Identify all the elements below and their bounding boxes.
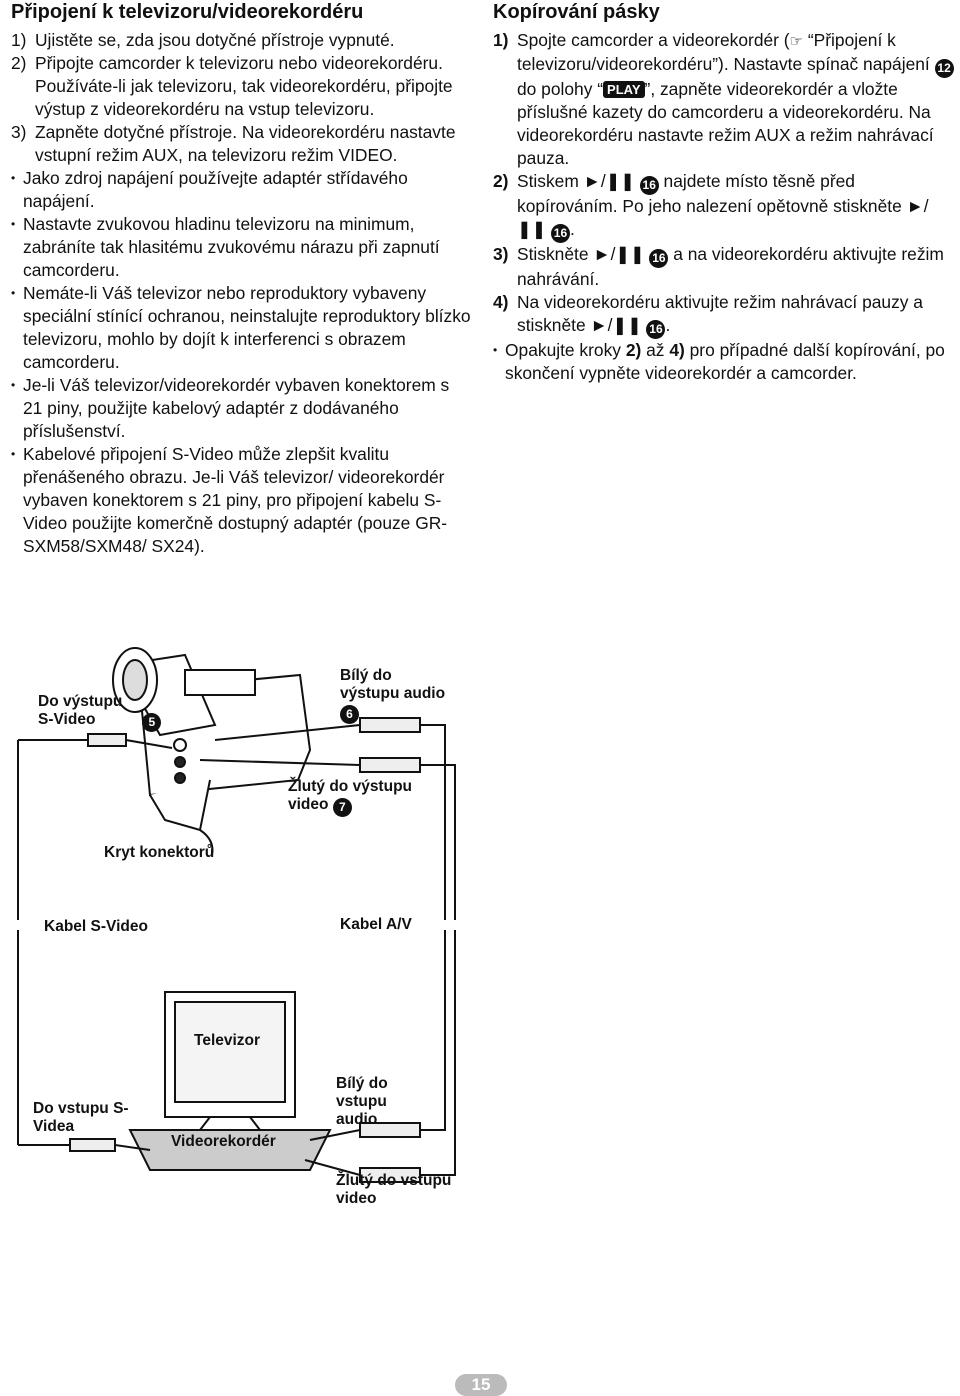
step-text: Spojte camcorder a videorekordér ( xyxy=(517,30,790,50)
step-3 xyxy=(11,121,471,167)
note-bullet: • Jako zdroj napájení používejte adaptér střídavého napájení. xyxy=(11,167,471,213)
play-pause-number-badge: 16 xyxy=(646,320,665,339)
step-text: Stiskněte ►/❚❚ xyxy=(517,244,650,264)
step-ref: 4) xyxy=(669,340,685,360)
power-switch-number-badge: 12 xyxy=(935,59,954,78)
dub-step-2 xyxy=(493,170,956,243)
step-text: Na videorekordéru aktivujte režim nahrávací pauzy a stiskněte ►/❚❚ xyxy=(517,292,923,335)
step-text: a na videorekordéru aktivujte režim nahrávání. xyxy=(517,244,944,289)
label-text: Žlutý do výstupu video xyxy=(288,778,412,813)
play-pause-number-badge: 16 xyxy=(640,176,659,195)
label-text: Bílý do výstupu audio xyxy=(340,667,446,702)
label-yellow-out xyxy=(288,778,438,817)
section-title-dubbing: Kopírování pásky xyxy=(493,1,660,23)
yellow-video-plug-icon xyxy=(360,758,420,772)
callout-number: 7 xyxy=(333,798,352,817)
label-svideo-cable: Kabel S-Video xyxy=(44,918,148,935)
label-av-cable: Kabel A/V xyxy=(340,916,412,933)
step-2 xyxy=(11,52,471,121)
section-title-connection: Připojení k televizoru/videorekordéru xyxy=(11,1,364,23)
step-1 xyxy=(11,29,471,52)
step-text: najdete místo těsně před kopírováním. Po jeho nalezení opětovně stiskněte ►/❚❚ xyxy=(517,171,929,239)
label-television: Televizor xyxy=(194,1032,261,1049)
page-number: 15 xyxy=(455,1374,507,1396)
note-text: Opakujte kroky xyxy=(505,340,626,360)
play-pause-number-badge: 16 xyxy=(551,224,570,243)
television-illustration xyxy=(165,992,295,1130)
right-column xyxy=(493,0,956,385)
step-number: 3) xyxy=(11,122,27,142)
label-svideo-out xyxy=(38,693,161,732)
label-connector-cover: Kryt konektorů xyxy=(104,844,215,861)
callout-number: 6 xyxy=(340,705,359,724)
label-white-in: Bílý do vstupu audio xyxy=(336,1075,388,1128)
step-text: “Připojení k televizoru/videorekordéru”). Nastavte spínač napájení xyxy=(517,30,935,74)
note-text: až xyxy=(641,340,670,360)
note-bullet: • Nastavte zvukovou hladinu televizoru na minimum, zabráníte tak hlasitému zvukovému nárazu při zapnutí camcorderu. xyxy=(11,213,471,282)
reference-hand-icon: ☞ xyxy=(789,33,804,50)
note-bullet: • Nemáte-li Váš televizor nebo reproduktory vybaveny speciální stínící ochranou, neinstalujte reproduktory blízko televizoru, mohlo by dojít k interferenci s obrazem camcorderu. xyxy=(11,282,471,374)
step-text: Připojte camcorder k televizoru nebo videorekordéru. Používáte-li jak televizoru, tak videorekordéru, připojte výstup z videorekordéru na vstup televizoru. xyxy=(35,53,453,119)
label-vcr: Videorekordér xyxy=(171,1133,276,1150)
step-text: Stiskem ►/❚❚ xyxy=(517,171,640,191)
label-text: Do výstupu S-Video xyxy=(38,693,123,728)
step-text: . xyxy=(569,219,575,239)
svideo-plug-icon xyxy=(88,734,126,746)
step-number: 1) xyxy=(11,30,27,50)
step-number: 3) xyxy=(493,244,509,264)
step-text: Ujistěte se, zda jsou dotyčné přístroje vypnuté. xyxy=(35,30,395,50)
step-ref: 2) xyxy=(625,340,642,360)
repeat-note-bullet xyxy=(493,339,956,385)
play-pause-number-badge: 16 xyxy=(649,249,668,268)
step-text: . xyxy=(665,315,671,335)
note-bullet: • Je-li Váš televizor/videorekordér vybaven konektorem s 21 piny, použijte kabelový adaptér z dodávaného příslušenství. xyxy=(11,374,471,443)
av-cable-line xyxy=(420,725,445,920)
left-column xyxy=(11,0,471,558)
dub-step-3 xyxy=(493,243,956,291)
play-mode-badge: PLAY xyxy=(603,81,644,98)
camcorder-illustration xyxy=(113,648,310,855)
callout-number: 5 xyxy=(142,713,161,732)
av-cable-line xyxy=(420,930,455,1175)
step-number: 4) xyxy=(493,292,509,312)
step-number: 1) xyxy=(493,30,509,50)
step-number: 2) xyxy=(493,171,509,191)
step-text: Zapněte dotyčné přístroje. Na videorekordéru nastavte vstupní režim AUX, na televizoru režim VIDEO. xyxy=(35,122,456,165)
note-text: pro případné další kopírování, po skončení vypněte videorekordér a camcorder. xyxy=(505,340,945,383)
svideo-plug-icon xyxy=(70,1139,115,1151)
label-yellow-in: Žlutý do vstupu video xyxy=(336,1172,452,1207)
step-text: do polohy “ xyxy=(517,79,604,99)
note-bullet: • Kabelové připojení S-Video může zlepšit kvalitu přenášeného obrazu. Je-li Váš televizor/ videorekordér vybaven konektorem s 21 piny, pro připojení kabelu S-Video použijte komerčně dostupný adaptér (pouze GR-SXM58/SXM48/ SX24). xyxy=(11,443,471,558)
label-white-out xyxy=(340,667,450,724)
dub-step-4 xyxy=(493,291,956,339)
step-number: 2) xyxy=(11,53,27,73)
label-svideo-in: Do vstupu S-Videa xyxy=(33,1100,129,1135)
dub-step-1 xyxy=(493,29,956,170)
step-text: ”, zapněte videorekordér a vložte příslušné kazety do camcorderu a videorekordéru. Na videorekordéru nastavte režim AUX a režim nahrávací pauza. xyxy=(517,79,934,168)
